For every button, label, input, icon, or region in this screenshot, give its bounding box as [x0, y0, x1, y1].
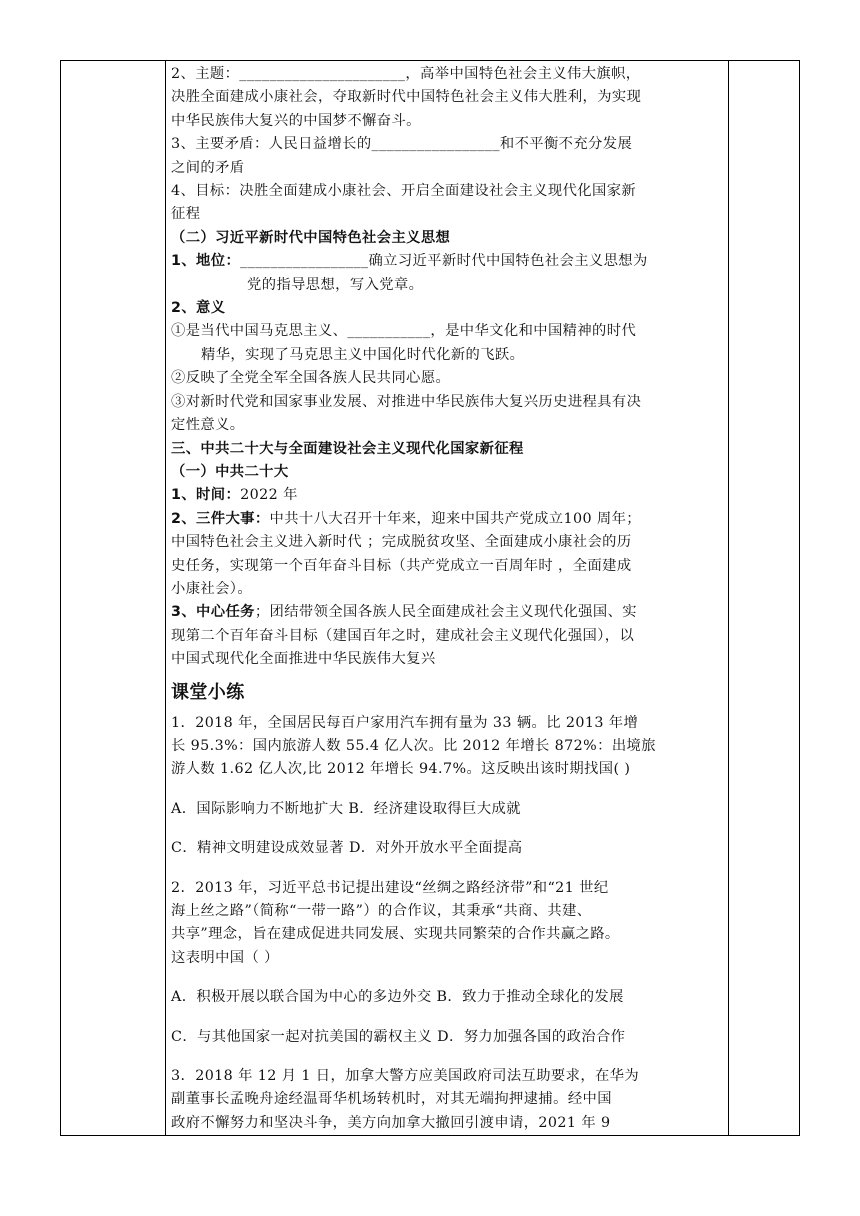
significance-3b: 定性意义。	[171, 417, 245, 434]
time-value: 2022 年	[240, 487, 298, 504]
congress-heading: 三、中共二十大与全面建设社会主义现代化国家新征程	[171, 440, 524, 457]
q3-line-2: 副董事长孟晚舟途经温哥华机场转机时，对其无端拘押逮捕。经中国	[171, 1091, 612, 1108]
column-divider-left	[165, 61, 166, 1135]
q2-options-ab: A．积极开展以联合国为中心的多边外交 B．致力于推动全球化的发展	[171, 989, 624, 1006]
events-text-1: 中共十八大召开十年来，迎来中国共产党成立100 周年；	[269, 510, 641, 527]
time-label: 1、时间：	[171, 487, 241, 504]
events-line-2: 中国特色社会主义进入新时代 ；完成脱贫攻坚、全面建成小康社会的历	[171, 534, 632, 551]
contradiction-line-1: 3、主要矛盾：人民日益增长的_________________和不平衡不充分发展	[171, 136, 633, 153]
significance-2: ②反映了全党全军全国各族人民共同心愿。	[171, 370, 451, 387]
q2-options-cd: C．与其他国家一起对抗美国的霸权主义 D．努力加强各国的政治合作	[171, 1028, 626, 1045]
position-line	[171, 250, 721, 273]
thought-heading: （二）习近平新时代中国特色社会主义思想	[171, 229, 451, 246]
task-line-1	[171, 601, 721, 624]
practice-heading: 课堂小练	[171, 681, 245, 703]
q2-line-2: 海上丝之路”（简称“一带一路”）的合作议，其秉承“共商、共建、	[171, 903, 592, 919]
congress-subheading: （一）中共二十大	[171, 463, 289, 480]
q1-options-cd: C．精神文明建设成效显著 D．对外开放水平全面提高	[171, 840, 523, 857]
events-line-4: 小康社会）。	[171, 580, 253, 597]
time-line	[171, 484, 721, 507]
q2-line-4: 这表明中国（ ）	[171, 949, 279, 966]
theme-line-1: 2、主题：______________________，高举中国特色社会主义伟大旗帜，	[171, 66, 641, 82]
events-label: 2、三件大事：	[171, 510, 270, 527]
significance-1a: ①是当代中国马克思主义、___________，是中华文化和中国精神的时代	[171, 323, 637, 340]
events-line-1	[171, 508, 721, 531]
theme-line-3: 中华民族伟大复兴的中国梦不懈奋斗。	[171, 112, 421, 129]
contradiction-line-2: 之间的矛盾	[171, 159, 245, 176]
theme-line-2: 决胜全面建成小康社会，夺取新时代中国特色社会主义伟大胜利，为实现	[171, 89, 642, 106]
q1-line-2: 长 95.3%：国内旅游人数 55.4 亿人次。比 2012 年增长 872%：出境旅	[171, 737, 656, 754]
q3-line-3: 政府不懈努力和坚决斗争，美方向加拿大撤回引渡申请，2021 年 9	[171, 1114, 611, 1131]
events-line-3: 史任务，实现第一个百年奋斗目标（共产党成立一百周年时 ，全面建成	[171, 557, 632, 574]
q1-line-1: 1．2018 年，全国居民每百户家用汽车拥有量为 33 辆。比 2013 年增	[171, 714, 639, 731]
content-table	[60, 60, 800, 1136]
q2-line-3: 共享”理念，旨在建成促进共同发展、实现共同繁荣的合作共赢之路。	[171, 926, 620, 943]
task-line-3: 中国式现代化全面推进中华民族伟大复兴	[171, 651, 436, 668]
q1-options-ab: A．国际影响力不断地扩大 B．经济建设取得巨大成就	[171, 800, 521, 817]
position-text: _________________确立习近平新时代中国特色社会主义思想为	[240, 253, 648, 270]
q2-line-1: 2．2013 年，习近平总书记提出建设“丝绸之路经济带”和“21 世纪	[171, 879, 609, 896]
goal-line-2: 征程	[171, 206, 201, 223]
task-text-1: ；团结带领全国各族人民全面建成社会主义现代化强国、实	[254, 604, 637, 621]
q3-line-1: 3．2018 年 12 月 1 日，加拿大警方应美国政府司法互助要求，在华为	[171, 1068, 640, 1085]
task-line-2: 现第二个百年奋斗目标（建国百年之时，建成社会主义现代化强国），以	[171, 627, 635, 644]
goal-line-1: 4、目标：决胜全面建成小康社会、开启全面建设社会主义现代化国家新	[171, 183, 637, 200]
column-divider-right	[728, 61, 729, 1135]
position-label: 1、地位：	[171, 253, 241, 270]
significance-label: 2、意义	[171, 300, 226, 317]
task-label: 3、中心任务	[171, 604, 255, 621]
significance-1b: 精华，实现了马克思主义中国化时代化新的飞跃。	[201, 346, 525, 363]
significance-3a: ③对新时代党和国家事业发展、对推进中华民族伟大复兴历史进程具有决	[171, 393, 642, 410]
position-line-2: 党的指导思想，写入党章。	[247, 276, 424, 293]
main-cell	[171, 63, 721, 1135]
q1-line-3: 游人数 1.62 亿人次,比 2012 年增长 94.7%。这反映出该时期找国( )	[171, 761, 631, 778]
